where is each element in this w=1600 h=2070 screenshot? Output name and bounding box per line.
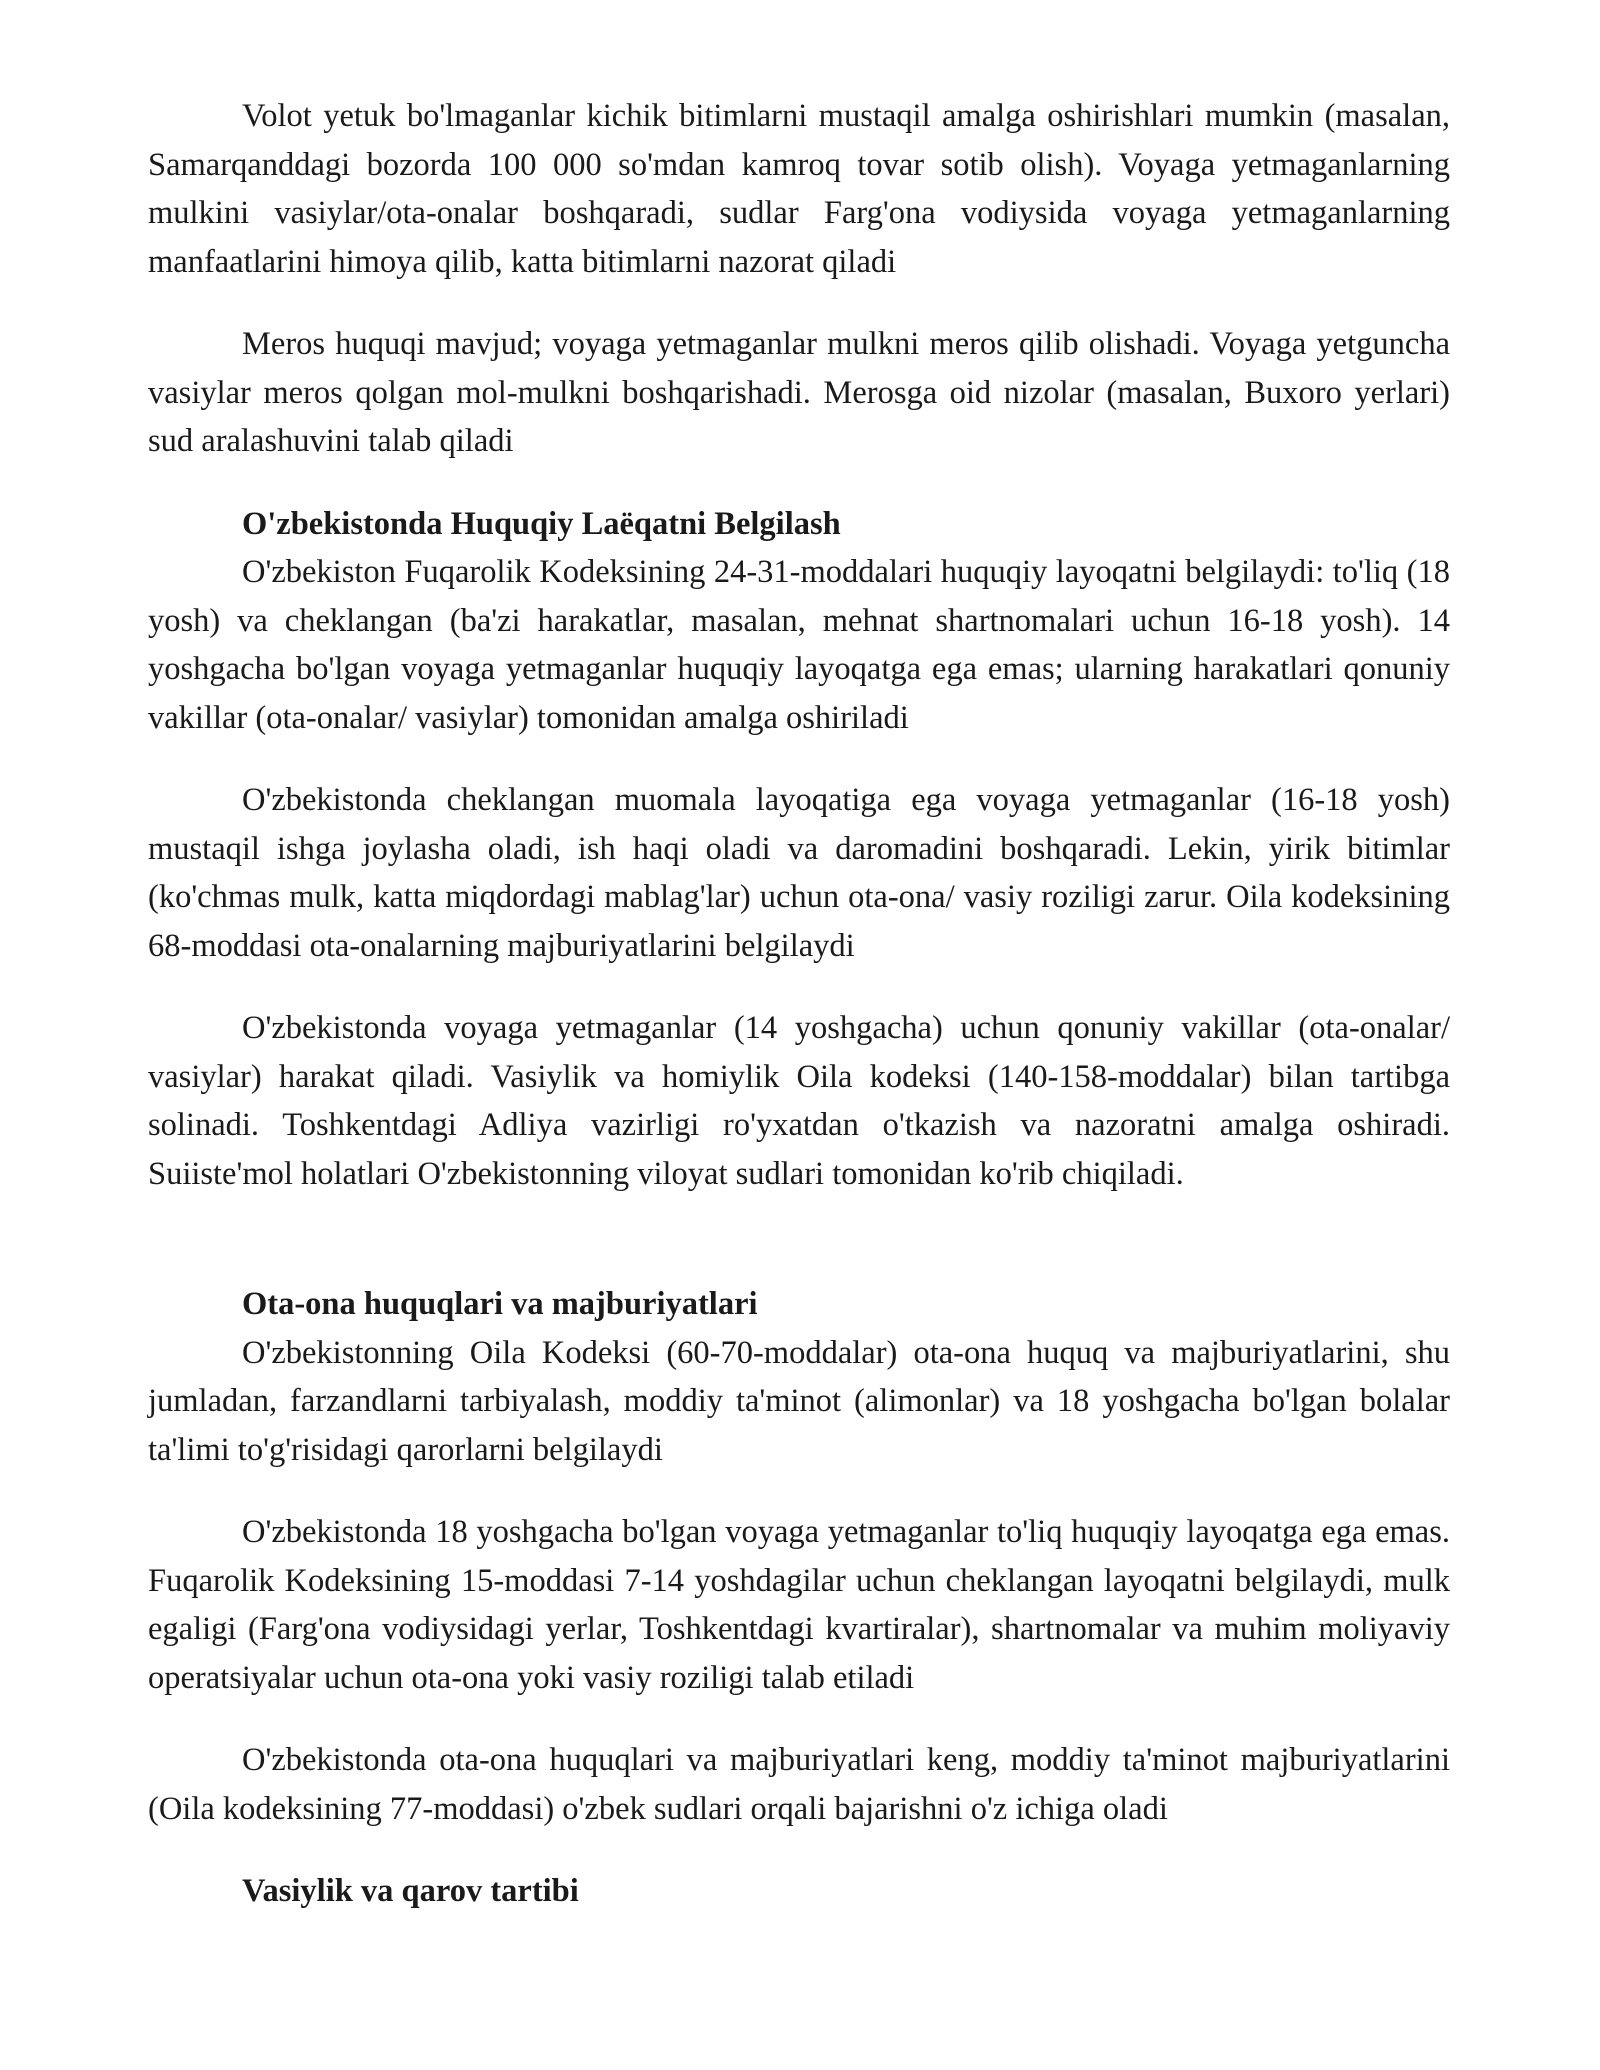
paragraph-limited-capacity: O'zbekistonda cheklangan muomala layoqatiga ega voyaga yetmaganlar (16-18 yosh) mustaqil ishga joylasha oladi, ish haqi oladi va daromadini boshqaradi. Lekin, yirik bitimlar (ko'chmas mulk, katta miqdordagi mablag'lar) uchun ota-ona/ vasiy roziligi zarur. Oila kodeksining 68-moddasi ota-onalarning majburiyatlarini belgilaydi (148, 782, 1450, 964)
document-body (148, 92, 1450, 1916)
section-heading-legal-capacity: O'zbekistonda Huquqiy Laëqatni Belgilash (242, 505, 841, 542)
paragraph-minor-transactions: Volot yetuk bo'lmaganlar kichik bitimlarni mustaqil amalga oshirishlari mumkin (masalan, Samarqanddagi bozorda 100 000 so'mdan kamroq tovar sotib olish). Voyaga yetmaganlarning mulkini vasiylar/ota-onalar boshqaradi, sudlar Farg'ona vodiysida voyaga yetmaganlarning manfaatlarini himoya qilib, katta bitimlarni nazorat qiladi (148, 98, 1450, 280)
paragraph-full-capacity: O'zbekistonda 18 yoshgacha bo'lgan voyaga yetmaganlar to'liq huquqiy layoqatga ega emas. Fuqarolik Kodeksining 15-moddasi 7-14 yoshdagilar uchun cheklangan layoqatni belgilaydi, mulk egaligi (Farg'ona vodiysidagi yerlar, Toshkentdagi kvartiralar), shartnomalar va muhim moliyaviy operatsiyalar uchun ota-ona yoki vasiy roziligi talab etiladi (148, 1514, 1450, 1696)
paragraph-legal-representatives: O'zbekistonda voyaga yetmaganlar (14 yoshgacha) uchun qonuniy vakillar (ota-onalar/ vasiylar) harakat qiladi. Vasiylik va homiylik Oila kodeksi (140-158-moddalar) bilan tartibga solinadi. Toshkentdagi Adliya vazirligi ro'yxatdan o'tkazish va nazoratni amalga oshiradi. Suiiste'mol holatlari O'zbekistonning viloyat sudlari tomonidan ko'rib chiqiladi. (148, 1010, 1450, 1192)
section-heading-guardianship: Vasiylik va qarov tartibi (242, 1873, 579, 1909)
paragraph-inheritance: Meros huquqi mavjud; voyaga yetmaganlar mulkni meros qilib olishadi. Voyaga yetguncha vasiylar meros qolgan mol-mulkni boshqarishadi. Merosga oid nizolar (masalan, Buxoro yerlari) sud aralashuvini talab qiladi (148, 326, 1450, 459)
paragraph-family-code-rights: O'zbekistonning Oila Kodeksi (60-70-moddalar) ota-ona huquq va majburiyatlarini, shu jumladan, farzandlarni tarbiyalash, moddiy ta'minot (alimonlar) va 18 yoshgacha bo'lgan bolalar ta'limi to'g'risidagi qarorlarni belgilaydi (148, 1334, 1450, 1468)
paragraph-parental-obligations: O'zbekistonda ota-ona huquqlari va majburiyatlari keng, moddiy ta'minot majburiyatlarini (Oila kodeksining 77-moddasi) o'zbek sudlari orqali bajarishni o'z ichiga oladi (148, 1742, 1450, 1827)
section-heading-parental-rights: Ota-ona huquqlari va majburiyatlari (242, 1286, 758, 1322)
paragraph-civil-code-capacity: O'zbekiston Fuqarolik Kodeksining 24-31-moddalari huquqiy layoqatni belgilaydi: to'liq (18 yosh) va cheklangan (ba'zi harakatlar, masalan, mehnat shartnomalari uchun 16-18 yosh). 14 yoshgacha bo'lgan voyaga yetmaganlar huquqiy layoqatga ega emas; ularning harakatlari qonuniy vakillar (ota-onalar/ vasiylar) tomonidan amalga oshiriladi (148, 554, 1450, 736)
